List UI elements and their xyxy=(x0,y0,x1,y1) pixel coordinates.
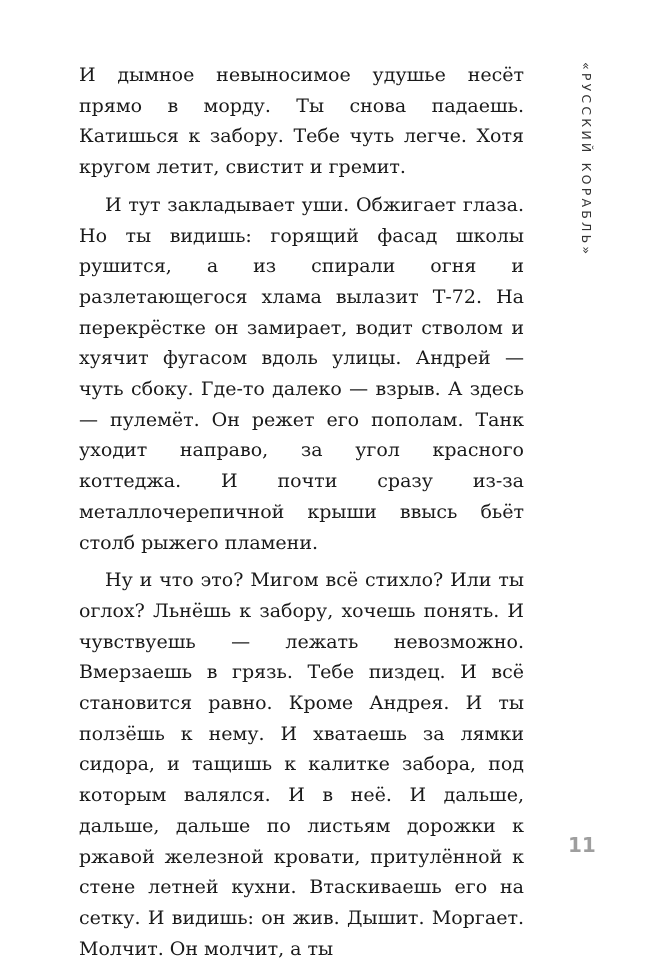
paragraph-3: Ну и что это? Мигом всё стихло? Или ты оглох? Льнёшь к забору, хочешь понять. И чувствуешь — лежать невозможно. Вмерзаешь в грязь. Тебе пиздец. И всё становится равно. Кроме Андрея. И ты ползёшь к нему. И хватаешь за лямки сидора, и тащишь к калитке забора, под которым валялся. И в неё. И дальше, дальше, дальше по листьям дорожки к ржавой железной кровати, притулённой к стене летней кухни. Втаскиваешь его на сетку. И видишь: он жив. Дышит. Моргает. Молчит. Он молчит, а ты xyxy=(79,569,524,960)
paragraph-2: И тут закладывает уши. Обжигает глаза. Но ты видишь: горящий фасад школы рушится, а из спирали огня и разлетающегося хлама вылазит Т-72. На перекрёстке он замирает, водит стволом и хуячит фугасом вдоль улицы. Андрей — чуть сбоку. Где-то далеко — взрыв. А здесь — пулемёт. Он режет его пополам. Танк уходит направо, за угол красного коттеджа. И почти сразу из-за металлочерепичной крыши ввысь бьёт столб рыжего пламени. xyxy=(79,193,524,554)
paragraph-1: И дымное невыносимое удушье несёт прямо в морду. Ты снова падаешь. Катишься к забору. Тебе чуть легче. Хотя кругом летит, свистит и гремит. xyxy=(79,64,524,179)
running-title: «РУССКИЙ КОРАБЛЬ» xyxy=(579,62,594,258)
page-number: 11 xyxy=(568,833,596,857)
body-text xyxy=(79,60,524,964)
